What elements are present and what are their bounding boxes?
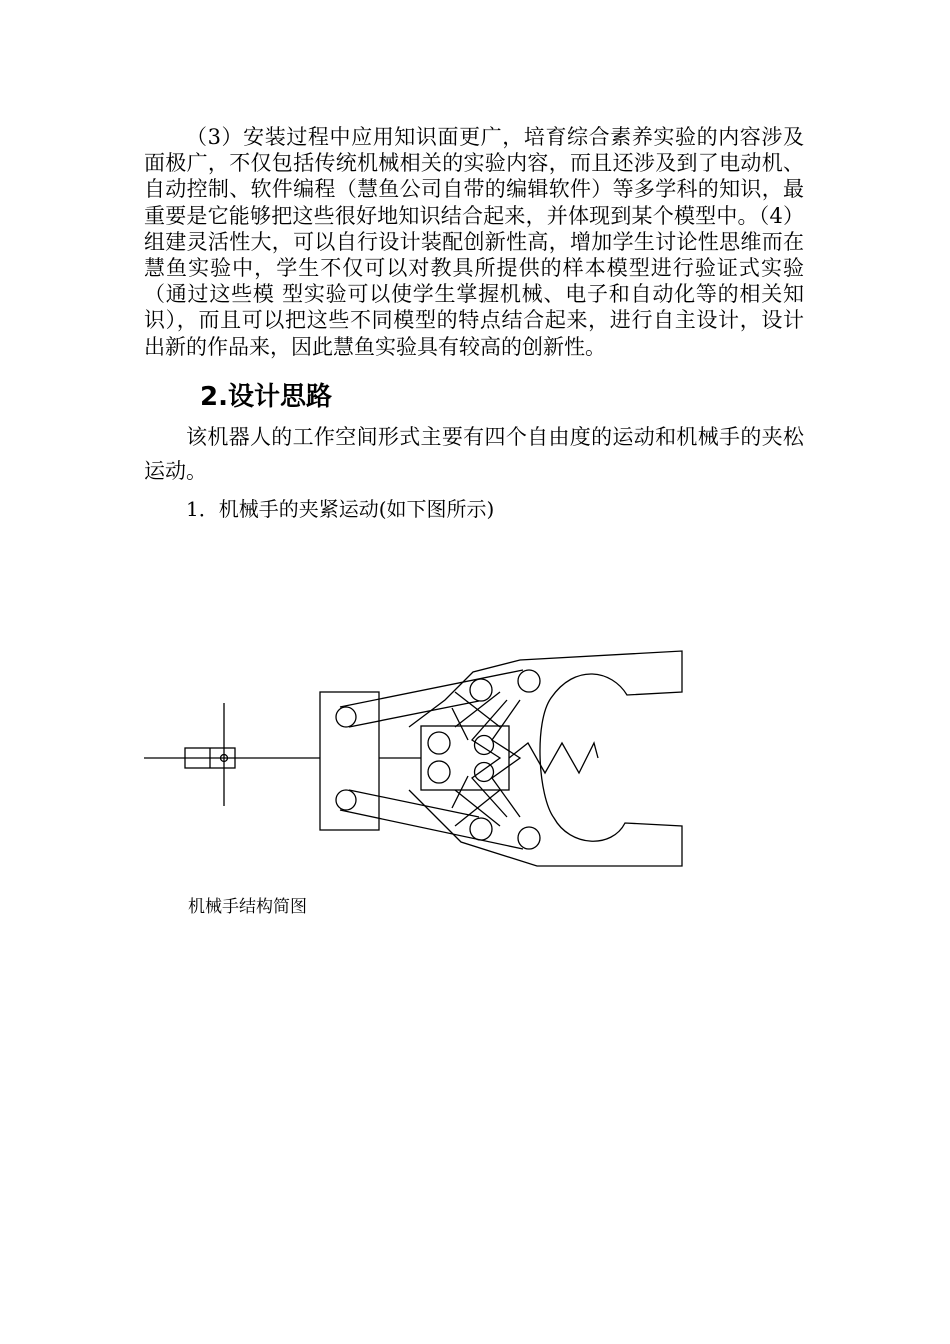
intro-paragraph: 该机器人的工作空间形式主要有四个自由度的运动和机械手的夹松运动。 [144, 425, 804, 483]
figure-caption: 机械手结构简图 [188, 897, 307, 917]
spring [509, 743, 598, 773]
paragraph-3: （3）安装过程中应用知识面更广，培育综合素养实验的内容涉及面极广，不仅包括传统机械相关的实验内容，而且还涉及到了电动机、自动控制、软件编程（慧鱼公司自带的编辑软件）等多学科的知识，最重要是它能够把这些很好地知识结合起来，并体现到某个模型中。（4）组建灵活性大，可以自行设计装配创新性高，增加学生讨论性思维而在慧鱼实验中，学生不仅可以对教具所提供的样本模型进行验证式实验（通过这些模 型实验可以使学生掌握机械、电子和自动化等的相关知识），而且可以把这些不同模型的特点结合起来，进行自主设计，设计出新的作品来，因此慧鱼实验具有较高的创新性。 [144, 125, 804, 359]
manipulator-diagram [140, 640, 700, 880]
section-heading: 2.设计思路 [200, 382, 332, 412]
list-item-1: 1．机械手的夹紧运动(如下图所示) [186, 497, 495, 521]
